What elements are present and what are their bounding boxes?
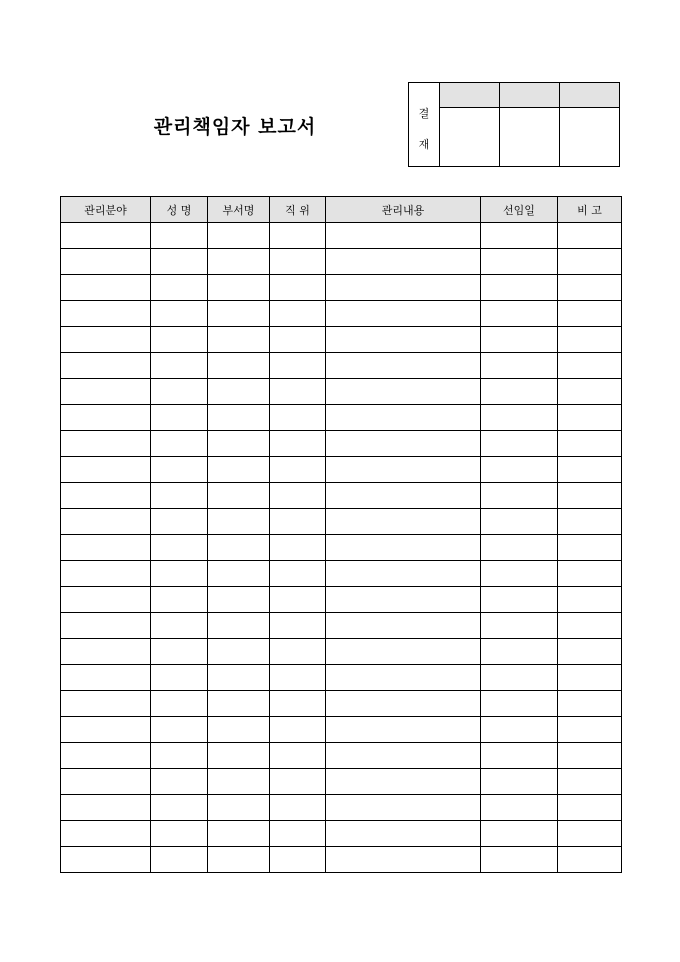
table-cell[interactable] — [208, 561, 270, 587]
table-cell[interactable] — [326, 301, 481, 327]
table-row — [61, 613, 622, 639]
table-cell[interactable] — [208, 431, 270, 457]
table-row — [61, 847, 622, 873]
table-cell[interactable] — [481, 431, 558, 457]
table-cell[interactable] — [481, 535, 558, 561]
table-cell[interactable] — [481, 691, 558, 717]
table-cell[interactable] — [61, 561, 151, 587]
table-cell[interactable] — [270, 431, 326, 457]
table-cell[interactable] — [558, 405, 622, 431]
table-cell[interactable] — [270, 743, 326, 769]
approval-box — [408, 82, 620, 167]
table-cell[interactable] — [481, 717, 558, 743]
table-cell[interactable] — [326, 587, 481, 613]
approval-label — [409, 83, 440, 167]
table-cell[interactable] — [61, 743, 151, 769]
table-cell[interactable] — [558, 275, 622, 301]
table-cell[interactable] — [61, 613, 151, 639]
table-cell[interactable] — [151, 327, 208, 353]
table-cell[interactable] — [270, 457, 326, 483]
table-cell[interactable] — [481, 821, 558, 847]
table-row — [61, 665, 622, 691]
table-cell[interactable] — [326, 847, 481, 873]
table-cell[interactable] — [61, 639, 151, 665]
table-cell[interactable] — [208, 587, 270, 613]
table-body — [61, 223, 622, 873]
table-row — [61, 717, 622, 743]
table-cell[interactable] — [208, 743, 270, 769]
table-row — [61, 535, 622, 561]
table-cell[interactable] — [326, 223, 481, 249]
table-cell[interactable] — [481, 249, 558, 275]
table-cell[interactable] — [270, 795, 326, 821]
table-cell[interactable] — [270, 613, 326, 639]
approval-sign-cell-1[interactable] — [440, 108, 500, 167]
table-cell[interactable] — [270, 821, 326, 847]
table-cell[interactable] — [481, 353, 558, 379]
table-cell[interactable] — [270, 249, 326, 275]
table-cell[interactable] — [61, 665, 151, 691]
approval-sign-cell-3[interactable] — [560, 108, 620, 167]
table-cell[interactable] — [481, 665, 558, 691]
table-cell[interactable] — [558, 249, 622, 275]
table-cell[interactable] — [558, 587, 622, 613]
table-cell[interactable] — [151, 743, 208, 769]
table-cell[interactable] — [270, 275, 326, 301]
table-cell[interactable] — [61, 353, 151, 379]
table-row — [61, 743, 622, 769]
table-cell[interactable] — [208, 275, 270, 301]
table-row — [61, 587, 622, 613]
table-cell[interactable] — [208, 769, 270, 795]
table-cell[interactable] — [326, 379, 481, 405]
table-cell[interactable] — [481, 561, 558, 587]
header-content: 관리내용 — [326, 197, 481, 223]
table-cell[interactable] — [326, 327, 481, 353]
table-cell[interactable] — [558, 613, 622, 639]
table-cell[interactable] — [151, 509, 208, 535]
table-cell[interactable] — [151, 275, 208, 301]
table-cell[interactable] — [481, 509, 558, 535]
table-cell[interactable] — [61, 483, 151, 509]
table-cell[interactable] — [558, 379, 622, 405]
table-cell[interactable] — [558, 821, 622, 847]
table-cell[interactable] — [151, 613, 208, 639]
approval-label-top: 결 — [418, 106, 430, 120]
table-cell[interactable] — [270, 535, 326, 561]
table-cell[interactable] — [208, 691, 270, 717]
document-title: 관리책임자 보고서 — [153, 116, 317, 138]
table-cell[interactable] — [61, 431, 151, 457]
table-cell[interactable] — [270, 405, 326, 431]
approval-title-cell-3[interactable] — [560, 83, 620, 108]
table-cell[interactable] — [270, 561, 326, 587]
table-cell[interactable] — [558, 847, 622, 873]
table-cell[interactable] — [481, 795, 558, 821]
table-cell[interactable] — [326, 665, 481, 691]
table-cell[interactable] — [481, 275, 558, 301]
table-cell[interactable] — [326, 535, 481, 561]
table-row — [61, 457, 622, 483]
table-cell[interactable] — [151, 717, 208, 743]
table-cell[interactable] — [151, 405, 208, 431]
table-cell[interactable] — [481, 405, 558, 431]
approval-title-cell-2[interactable] — [500, 83, 560, 108]
table-cell[interactable] — [326, 561, 481, 587]
table-cell[interactable] — [61, 223, 151, 249]
table-cell[interactable] — [208, 379, 270, 405]
table-cell[interactable] — [481, 379, 558, 405]
table-row — [61, 379, 622, 405]
table-cell[interactable] — [270, 509, 326, 535]
table-cell[interactable] — [558, 535, 622, 561]
table-cell[interactable] — [61, 691, 151, 717]
table-row — [61, 223, 622, 249]
table-cell[interactable] — [61, 249, 151, 275]
table-cell[interactable] — [326, 509, 481, 535]
table-cell[interactable] — [481, 587, 558, 613]
table-cell[interactable] — [481, 223, 558, 249]
table-cell[interactable] — [481, 457, 558, 483]
table-row — [61, 249, 622, 275]
table-cell[interactable] — [326, 795, 481, 821]
table-row — [61, 691, 622, 717]
table-cell[interactable] — [151, 821, 208, 847]
table-cell[interactable] — [208, 535, 270, 561]
table-cell[interactable] — [326, 717, 481, 743]
table-cell[interactable] — [61, 587, 151, 613]
table-cell[interactable] — [208, 847, 270, 873]
table-cell[interactable] — [151, 639, 208, 665]
table-cell[interactable] — [270, 223, 326, 249]
table-cell[interactable] — [61, 769, 151, 795]
table-cell[interactable] — [558, 717, 622, 743]
table-cell[interactable] — [208, 301, 270, 327]
table-cell[interactable] — [481, 639, 558, 665]
table-cell[interactable] — [151, 769, 208, 795]
table-cell[interactable] — [326, 691, 481, 717]
table-cell[interactable] — [326, 353, 481, 379]
table-cell[interactable] — [61, 717, 151, 743]
table-cell[interactable] — [558, 431, 622, 457]
header-remarks: 비 고 — [558, 197, 622, 223]
table-cell[interactable] — [61, 847, 151, 873]
table-row — [61, 821, 622, 847]
table-row — [61, 769, 622, 795]
table-cell[interactable] — [208, 717, 270, 743]
table-cell[interactable] — [270, 769, 326, 795]
table-cell[interactable] — [481, 301, 558, 327]
table-cell[interactable] — [61, 405, 151, 431]
table-cell[interactable] — [558, 457, 622, 483]
table-cell[interactable] — [208, 639, 270, 665]
table-cell[interactable] — [558, 691, 622, 717]
table-row — [61, 405, 622, 431]
table-cell[interactable] — [481, 769, 558, 795]
table-row — [61, 275, 622, 301]
table-cell[interactable] — [208, 327, 270, 353]
table-cell[interactable] — [326, 431, 481, 457]
table-cell[interactable] — [151, 249, 208, 275]
header-department: 부서명 — [208, 197, 270, 223]
approval-label-bottom: 재 — [418, 137, 430, 151]
table-cell[interactable] — [558, 743, 622, 769]
table-cell[interactable] — [270, 691, 326, 717]
table-cell[interactable] — [326, 457, 481, 483]
table-cell[interactable] — [558, 223, 622, 249]
table-cell[interactable] — [558, 561, 622, 587]
table-cell[interactable] — [326, 639, 481, 665]
table-row — [61, 353, 622, 379]
table-cell[interactable] — [326, 821, 481, 847]
table-cell[interactable] — [61, 821, 151, 847]
table-row — [61, 327, 622, 353]
table-cell[interactable] — [208, 457, 270, 483]
table-cell[interactable] — [208, 249, 270, 275]
header-position: 직 위 — [270, 197, 326, 223]
table-cell[interactable] — [208, 509, 270, 535]
table-cell[interactable] — [270, 327, 326, 353]
table-cell[interactable] — [151, 457, 208, 483]
table-cell[interactable] — [558, 301, 622, 327]
table-cell[interactable] — [326, 743, 481, 769]
table-cell[interactable] — [270, 483, 326, 509]
table-cell[interactable] — [270, 587, 326, 613]
table-cell[interactable] — [270, 301, 326, 327]
table-cell[interactable] — [558, 509, 622, 535]
table-cell[interactable] — [151, 691, 208, 717]
table-cell[interactable] — [61, 457, 151, 483]
table-cell[interactable] — [558, 483, 622, 509]
header-name: 성 명 — [151, 197, 208, 223]
table-cell[interactable] — [481, 327, 558, 353]
table-row — [61, 509, 622, 535]
report-table — [60, 196, 622, 873]
table-cell[interactable] — [151, 587, 208, 613]
table-cell[interactable] — [481, 847, 558, 873]
table-cell[interactable] — [151, 561, 208, 587]
table-cell[interactable] — [270, 379, 326, 405]
table-cell[interactable] — [208, 483, 270, 509]
table-cell[interactable] — [558, 665, 622, 691]
table-cell[interactable] — [151, 795, 208, 821]
table-row — [61, 639, 622, 665]
table-cell[interactable] — [151, 665, 208, 691]
table-cell[interactable] — [326, 769, 481, 795]
table-cell[interactable] — [326, 405, 481, 431]
table-cell[interactable] — [558, 769, 622, 795]
table-cell[interactable] — [326, 275, 481, 301]
table-cell[interactable] — [326, 483, 481, 509]
table-cell[interactable] — [558, 327, 622, 353]
table-cell[interactable] — [151, 223, 208, 249]
table-cell[interactable] — [208, 665, 270, 691]
table-cell[interactable] — [61, 327, 151, 353]
table-cell[interactable] — [61, 301, 151, 327]
table-cell[interactable] — [151, 431, 208, 457]
table-cell[interactable] — [151, 483, 208, 509]
table-cell[interactable] — [208, 353, 270, 379]
table-cell[interactable] — [558, 353, 622, 379]
table-cell[interactable] — [558, 639, 622, 665]
table-cell[interactable] — [208, 821, 270, 847]
table-cell[interactable] — [558, 795, 622, 821]
table-cell[interactable] — [61, 379, 151, 405]
table-cell[interactable] — [61, 535, 151, 561]
table-cell[interactable] — [208, 795, 270, 821]
header-field: 관리분야 — [61, 197, 151, 223]
table-cell[interactable] — [61, 795, 151, 821]
table-cell[interactable] — [481, 743, 558, 769]
table-row — [61, 301, 622, 327]
table-cell[interactable] — [270, 353, 326, 379]
table-cell[interactable] — [151, 301, 208, 327]
table-row — [61, 561, 622, 587]
table-cell[interactable] — [270, 717, 326, 743]
table-cell[interactable] — [151, 535, 208, 561]
approval-title-cell-1[interactable] — [440, 83, 500, 108]
table-cell[interactable] — [326, 249, 481, 275]
table-cell[interactable] — [151, 847, 208, 873]
table-cell[interactable] — [208, 405, 270, 431]
table-cell[interactable] — [61, 509, 151, 535]
table-cell[interactable] — [61, 275, 151, 301]
table-row — [61, 483, 622, 509]
table-cell[interactable] — [208, 613, 270, 639]
table-header-row — [61, 197, 622, 223]
approval-sign-cell-2[interactable] — [500, 108, 560, 167]
table-cell[interactable] — [151, 353, 208, 379]
table-row — [61, 795, 622, 821]
table-row — [61, 431, 622, 457]
table-cell[interactable] — [481, 483, 558, 509]
table-cell[interactable] — [270, 665, 326, 691]
table-cell[interactable] — [481, 613, 558, 639]
header-appointed-date: 선임일 — [481, 197, 558, 223]
table-cell[interactable] — [208, 223, 270, 249]
table-cell[interactable] — [326, 613, 481, 639]
table-cell[interactable] — [270, 639, 326, 665]
table-cell[interactable] — [270, 847, 326, 873]
table-cell[interactable] — [151, 379, 208, 405]
